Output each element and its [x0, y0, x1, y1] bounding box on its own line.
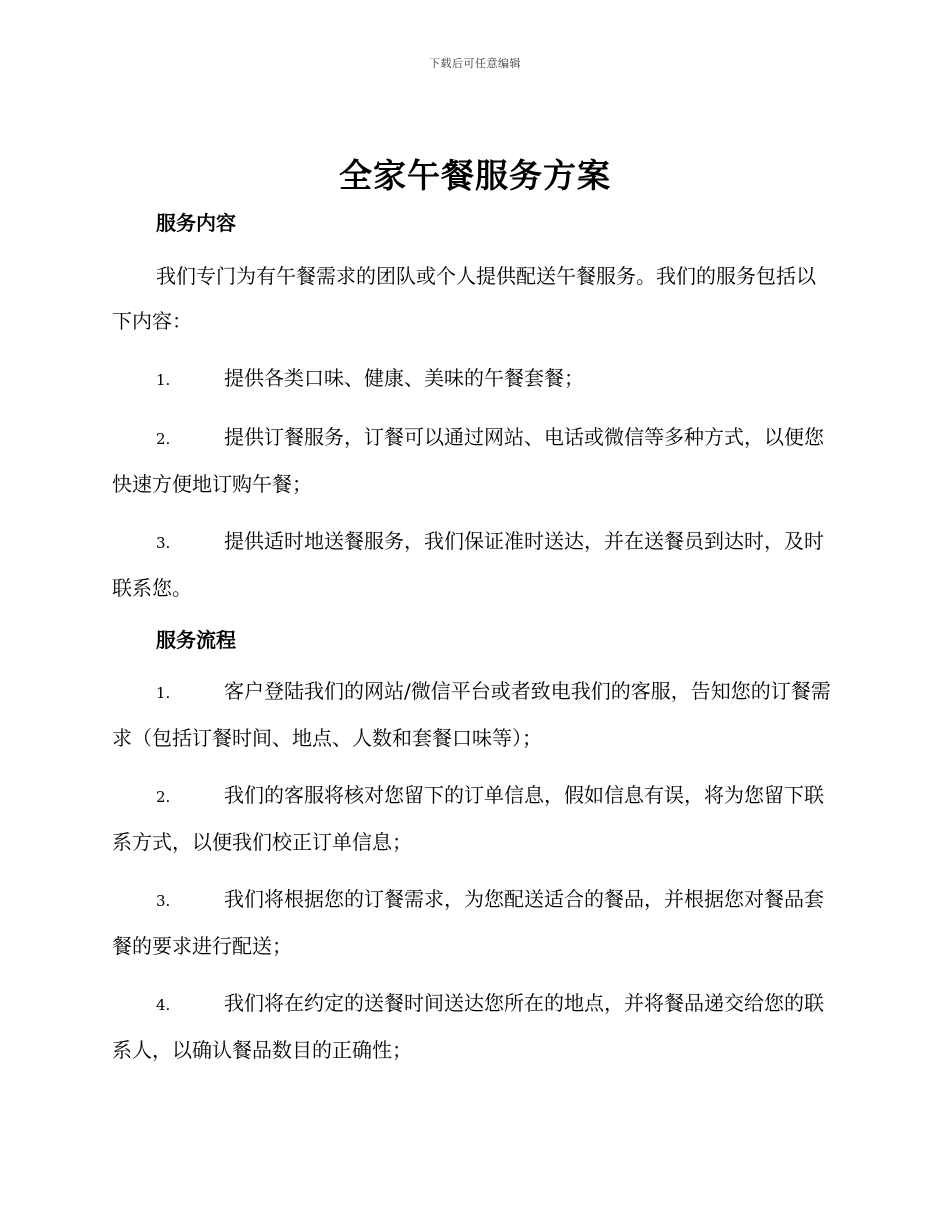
list-number: 3.	[156, 534, 171, 552]
list-text: 我们将根据您的订餐需求，为您配送适合的餐品，并根据您对餐品套餐的要求进行配送；	[112, 887, 824, 958]
service-process-list	[112, 669, 834, 1073]
list-text: 我们将在约定的送餐时间送达您所在的地点，并将餐品递交给您的联系人，以确认餐品数目的正确性；	[112, 991, 824, 1062]
service-content-list	[112, 356, 834, 611]
document-body	[112, 206, 834, 1073]
section-intro: 我们专门为有午餐需求的团队或个人提供配送午餐服务。我们的服务包括以下内容：	[112, 264, 816, 333]
list-number: 2.	[156, 430, 171, 448]
list-item	[112, 519, 834, 611]
list-number: 3.	[156, 892, 171, 910]
list-number: 1.	[156, 371, 171, 389]
header-note: 下载后可任意编辑	[429, 57, 521, 70]
list-number: 1.	[156, 684, 171, 702]
list-number: 2.	[156, 788, 171, 806]
section-heading-service-content: 服务内容	[156, 211, 236, 235]
section-heading-service-process: 服务流程	[156, 628, 236, 652]
list-number: 4.	[156, 996, 171, 1014]
list-text: 客户登陆我们的网站/微信平台或者致电我们的客服，告知您的订餐需求（包括订餐时间、地点、人数和套餐口味等）；	[112, 679, 831, 750]
list-text: 提供适时地送餐服务，我们保证准时送达，并在送餐员到达时，及时联系您。	[112, 529, 824, 600]
list-item	[112, 669, 834, 761]
list-item	[112, 981, 834, 1073]
list-text: 我们的客服将核对您留下的订单信息，假如信息有误，将为您留下联系方式，以便我们校正订单信息；	[112, 783, 824, 854]
list-item	[112, 356, 834, 403]
list-item	[112, 773, 834, 865]
document-title: 全家午餐服务方案	[339, 156, 611, 195]
list-item	[112, 415, 834, 507]
list-text: 提供各类口味、健康、美味的午餐套餐；	[224, 366, 584, 390]
list-item	[112, 877, 834, 969]
list-text: 提供订餐服务，订餐可以通过网站、电话或微信等多种方式，以便您快速方便地订购午餐；	[112, 425, 824, 496]
